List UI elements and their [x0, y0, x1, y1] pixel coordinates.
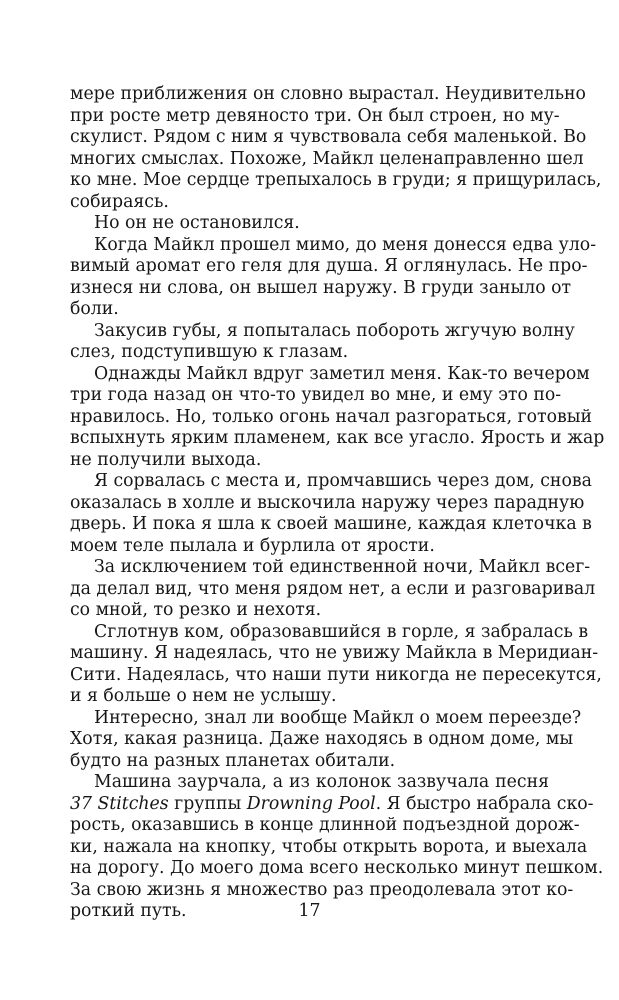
- text-line: Но он не остановился.: [94, 213, 300, 233]
- text-line: при росте метр девяносто три. Он был строен, но му-: [70, 105, 560, 126]
- text-line: не получили выхода.: [70, 449, 262, 470]
- text-line: ки, нажала на кнопку, чтобы открыть ворота, и выехала: [70, 836, 588, 857]
- text-line: дверь. И пока я шла к своей машине, каждая клеточка в: [70, 514, 592, 534]
- page-text: [70, 84, 605, 923]
- paragraph: [70, 471, 592, 557]
- text-segment: группы: [168, 793, 247, 814]
- text-line: будто на разных планетах обитали.: [70, 750, 396, 771]
- text-segment: . Я быстро набрала ско-: [375, 793, 594, 814]
- text-line: и я больше о нем не услышу.: [70, 686, 337, 706]
- paragraph: [70, 213, 549, 235]
- paragraph: [70, 772, 604, 923]
- text-line: [70, 793, 594, 816]
- text-line: Интересно, знал ли вообще Майкл о моем переезде?: [94, 707, 582, 728]
- song-title: 37 Stitches: [70, 793, 169, 814]
- text-line: машину. Я надеялась, что не увижу Майкла в Меридиан-: [70, 643, 599, 663]
- text-line: слез, подступившую к глазам.: [70, 342, 349, 362]
- paragraph: [70, 621, 602, 708]
- page-number: 17: [298, 901, 321, 921]
- text-line: вспыхнуть ярким пламенем, как все угасло. Ярость и жар: [70, 428, 605, 448]
- text-line: Машина заурчала, а из колонок зазвучала песня: [94, 772, 549, 792]
- text-line: Когда Майкл прошел мимо, до меня донесся едва уло-: [94, 234, 597, 255]
- text-line: изнеся ни слова, он вышел наружу. В груди заныло от: [70, 277, 572, 298]
- text-line: вимый аромат его геля для душа. Я оглянулась. Не про-: [70, 256, 588, 276]
- text-line: оказалась в холле и выскочила наружу через парадную: [70, 492, 585, 513]
- text-line: боли.: [70, 299, 119, 319]
- text-line: на дорогу. До моего дома всего несколько минут пешком.: [70, 858, 604, 878]
- text-line: скулист. Рядом с ним я чувствовала себя маленькой. Во: [70, 127, 587, 147]
- text-line: Я сорвалась с места и, промчавшись через дом, снова: [94, 471, 592, 491]
- text-line: нравилось. Но, только огонь начал разгораться, готовый: [70, 406, 592, 427]
- text-line: Сити. Надеялась, что наши пути никогда не пересекутся,: [70, 664, 602, 685]
- band-name: Drowning Pool: [246, 793, 376, 814]
- paragraph: [70, 234, 597, 321]
- paragraph: [70, 320, 575, 364]
- text-line: моем теле пылала и бурлила от ярости.: [70, 535, 435, 556]
- text-line: роткий путь.: [70, 901, 187, 921]
- text-line: ко мне. Мое сердце трепыхалось в груди; я прищурилась,: [70, 170, 602, 190]
- text-line: мере приближения он словно вырастал. Неудивительно: [70, 84, 586, 104]
- paragraph: [70, 707, 582, 773]
- text-line: Однажды Майкл вдруг заметил меня. Как-то вечером: [94, 363, 590, 384]
- text-line: со мной, то резко и нехотя.: [70, 600, 322, 620]
- paragraph: [70, 363, 605, 472]
- text-line: многих смыслах. Похоже, Майкл целенаправленно шел: [70, 148, 584, 169]
- text-line: да делал вид, что меня рядом нет, а если и разговаривал: [70, 578, 596, 599]
- text-line: Хотя, какая разница. Даже находясь в одном доме, мы: [70, 729, 574, 749]
- text-line: Закусив губы, я попыталась побороть жгучую волну: [94, 320, 575, 341]
- text-line: За исключением той единственной ночи, Майкл всег-: [94, 557, 591, 577]
- text-line: За свою жизнь я множество раз преодолевала этот ко-: [70, 879, 574, 900]
- text-line: собираясь.: [70, 191, 169, 212]
- paragraph: [70, 84, 602, 213]
- text-line: рость, оказавшись в конце длинной подъездной дорож-: [70, 815, 580, 835]
- paragraph: [70, 557, 596, 622]
- text-line: Сглотнув ком, образовавшийся в горле, я забралась в: [94, 621, 589, 642]
- text-line: три года назад он что-то увидел во мне, и ему это по-: [70, 385, 562, 405]
